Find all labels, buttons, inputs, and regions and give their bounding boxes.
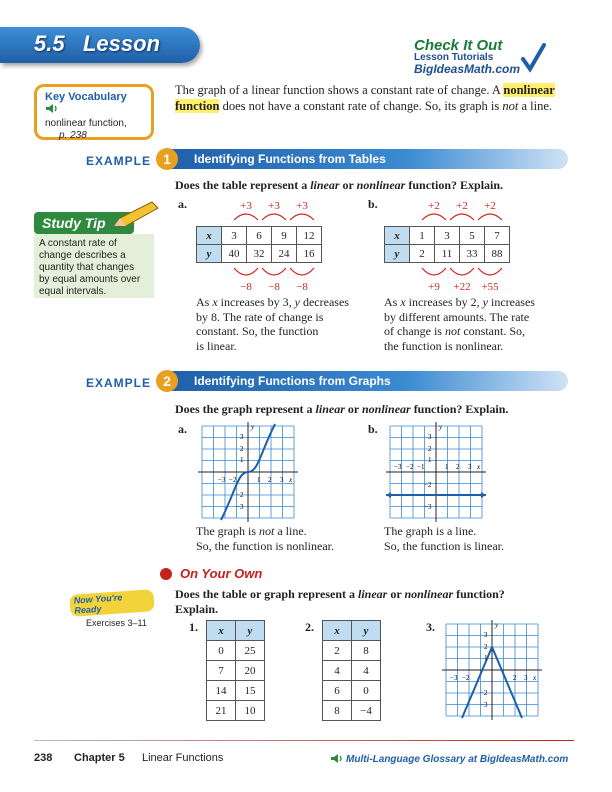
table-cell: 11 xyxy=(435,245,460,263)
vocab-term[interactable]: nonlinear function, xyxy=(45,118,127,129)
axis-label: y xyxy=(439,423,443,431)
exercise1-number: 1. xyxy=(189,620,198,634)
example1-title: Identifying Functions from Tables xyxy=(194,152,386,166)
diff-label: +55 xyxy=(481,281,499,293)
intro-text-3: a line. xyxy=(518,98,553,113)
table-cell: 4 xyxy=(352,661,381,681)
exercise1-table xyxy=(206,620,265,721)
now-youre-ready-exercises: Exercises 3–11 xyxy=(86,618,147,628)
diff-label: +3 xyxy=(268,200,280,212)
table-row xyxy=(323,701,381,721)
table-cell: 2 xyxy=(410,245,435,263)
tick-label: −2 xyxy=(480,689,488,697)
example1-question: Does the table represent a linear or nonlinear function? Explain. xyxy=(175,178,504,192)
tick-label: 1 xyxy=(484,654,488,662)
answer-line: is linear. xyxy=(196,338,237,353)
check-it-out-title: Check It Out xyxy=(414,37,503,54)
diff-label: −8 xyxy=(240,281,252,293)
example1-a-label: a. xyxy=(178,197,187,211)
table-cell: 40 xyxy=(222,245,247,263)
table-row xyxy=(197,245,322,263)
tick-label: 3 xyxy=(428,433,432,441)
now-youre-ready-badge[interactable] xyxy=(70,592,154,626)
table-header: x xyxy=(207,621,236,641)
nonlinear-function-term: nonlinear function xyxy=(175,83,555,113)
tick-label: −3 xyxy=(450,674,458,682)
answer-line: As x increases by 3, y decreases xyxy=(196,295,349,309)
table-cell: 8 xyxy=(352,641,381,661)
tick-label: −3 xyxy=(218,476,226,484)
table-cell: 88 xyxy=(485,245,510,263)
axes xyxy=(386,422,486,522)
table-cell: 6 xyxy=(247,227,272,245)
table-cell: 33 xyxy=(460,245,485,263)
tick-label: −3 xyxy=(236,503,244,511)
tick-label: 3 xyxy=(280,476,284,484)
study-tip-body xyxy=(34,234,154,298)
exercise2-number: 2. xyxy=(305,620,314,634)
axis-label: y xyxy=(251,423,255,431)
tick-label: −3 xyxy=(424,503,432,511)
chapter-title: Linear Functions xyxy=(142,752,224,764)
example1-label: EXAMPLE xyxy=(86,154,152,168)
diff-label: −8 xyxy=(296,281,308,293)
graph-a xyxy=(196,420,300,524)
tick-label: 2 xyxy=(268,476,272,484)
answer-line: by 8. The rate of change is xyxy=(196,309,324,324)
speaker-icon[interactable] xyxy=(45,103,59,114)
table-cell: 4 xyxy=(323,661,352,681)
tick-label: 3 xyxy=(524,674,528,682)
check-it-out-badge[interactable] xyxy=(414,37,546,81)
table-cell: 7 xyxy=(207,661,236,681)
answer-line: of change is not constant. So, xyxy=(384,324,525,338)
example1-b-answer xyxy=(384,295,535,353)
study-tip-line: by equal amounts over xyxy=(39,274,141,285)
axis-label: x xyxy=(533,674,537,682)
table-cell: 8 xyxy=(323,701,352,721)
example2-title: Identifying Functions from Graphs xyxy=(194,374,391,388)
table-cell: 6 xyxy=(323,681,352,701)
tick-label: 1 xyxy=(240,456,244,464)
table-header: y xyxy=(197,245,222,263)
intro-paragraph xyxy=(175,83,565,114)
answer-line: the function is nonlinear. xyxy=(384,338,504,353)
diff-label: +9 xyxy=(428,281,440,293)
example2-b-answer xyxy=(384,524,504,553)
axis-label: y xyxy=(495,621,499,629)
lesson-title: Lesson xyxy=(82,31,160,56)
table-row xyxy=(207,701,265,721)
intro-not: not xyxy=(502,98,519,113)
table-row xyxy=(207,681,265,701)
lesson-heading xyxy=(34,31,160,57)
intro-text-1: The graph of a linear function shows a constant rate of change. A xyxy=(175,83,504,97)
table-cell: 32 xyxy=(247,245,272,263)
tick-label: −2 xyxy=(236,491,244,499)
tick-label: −1 xyxy=(417,463,425,471)
example2-number: 2 xyxy=(156,370,178,392)
speaker-icon xyxy=(330,753,344,764)
table-cell: 15 xyxy=(236,681,265,701)
tick-label: −2 xyxy=(229,476,237,484)
exercise3-graph xyxy=(440,618,544,722)
tick-label: 2 xyxy=(484,643,488,651)
table-row xyxy=(385,227,510,245)
table-row xyxy=(323,681,381,701)
example1-number: 1 xyxy=(156,148,178,170)
tick-label: −2 xyxy=(462,674,470,682)
diff-label: +2 xyxy=(428,200,440,212)
table-cell: 21 xyxy=(207,701,236,721)
table-cell: 9 xyxy=(272,227,297,245)
table-row xyxy=(323,641,381,661)
table-cell: 16 xyxy=(297,245,322,263)
vocab-page: p. 238 xyxy=(59,130,87,141)
diff-label: +2 xyxy=(484,200,496,212)
study-tip-line: quantity that changes xyxy=(39,262,135,273)
question-line: Explain. xyxy=(175,602,219,616)
example2-b-label: b. xyxy=(368,422,378,436)
study-tip-line: equal intervals. xyxy=(39,286,107,297)
table-row xyxy=(207,641,265,661)
tick-label: 2 xyxy=(456,463,460,471)
answer-line: So, the function is linear. xyxy=(384,538,504,553)
example1-b-label: b. xyxy=(368,197,378,211)
graph-b xyxy=(384,420,488,524)
key-vocabulary-box xyxy=(34,84,154,140)
axes xyxy=(442,620,542,720)
table-row xyxy=(197,227,322,245)
chapter-number: Chapter 5 xyxy=(74,752,125,764)
table-cell: 14 xyxy=(207,681,236,701)
table-cell: −4 xyxy=(352,701,381,721)
diff-label: −8 xyxy=(268,281,280,293)
diff-label: +2 xyxy=(456,200,468,212)
tick-label: −3 xyxy=(480,701,488,709)
check-it-out-url: BigIdeasMath.com xyxy=(414,62,521,76)
table-cell: 25 xyxy=(236,641,265,661)
example2-question: Does the graph represent a linear or nonlinear function? Explain. xyxy=(175,402,509,416)
answer-line: As x increases by 2, y increases xyxy=(384,295,535,309)
table-cell: 3 xyxy=(435,227,460,245)
table-cell: 3 xyxy=(222,227,247,245)
lesson-number: 5.5 xyxy=(34,31,65,56)
tick-label: 2 xyxy=(513,674,517,682)
table-row xyxy=(385,245,510,263)
on-your-own-dot xyxy=(160,568,172,580)
tick-label: 2 xyxy=(240,445,244,453)
tick-label: 1 xyxy=(257,476,261,484)
pencil-icon xyxy=(112,200,160,230)
table-header: y xyxy=(236,621,265,641)
exercise3-number: 3. xyxy=(426,620,435,634)
glossary-link[interactable]: Multi-Language Glossary at BigIdeasMath.com xyxy=(346,754,569,765)
study-tip-line: change describes a xyxy=(39,250,126,261)
check-it-out-subtitle: Lesson Tutorials xyxy=(414,52,494,63)
diff-label: +3 xyxy=(240,200,252,212)
tick-label: 3 xyxy=(468,463,472,471)
on-your-own-heading: On Your Own xyxy=(180,566,263,581)
checkmark-icon xyxy=(520,43,546,73)
example2-a-answer xyxy=(196,524,334,553)
table-header: y xyxy=(352,621,381,641)
table-cell: 20 xyxy=(236,661,265,681)
table-row xyxy=(207,661,265,681)
exercise2-table xyxy=(322,620,381,721)
tick-label: 1 xyxy=(428,456,432,464)
example2-a-label: a. xyxy=(178,422,187,436)
answer-line: The graph is a line. xyxy=(384,524,477,538)
vocab-heading: Key Vocabulary xyxy=(45,91,127,103)
table-cell: 0 xyxy=(352,681,381,701)
tick-label: 3 xyxy=(484,631,488,639)
table-cell: 5 xyxy=(460,227,485,245)
example1-a-answer xyxy=(196,295,349,353)
diff-label: +3 xyxy=(296,200,308,212)
on-your-own-question xyxy=(175,587,505,617)
example1-b-table xyxy=(384,226,510,263)
tick-label: 3 xyxy=(240,433,244,441)
answer-line: The graph is not a line. xyxy=(196,524,307,538)
table-cell: 24 xyxy=(272,245,297,263)
axis-label: x xyxy=(477,463,481,471)
table-cell: 2 xyxy=(323,641,352,661)
table-cell: 7 xyxy=(485,227,510,245)
table-cell: 10 xyxy=(236,701,265,721)
table-cell: 12 xyxy=(297,227,322,245)
page-number: 238 xyxy=(34,752,53,764)
table-header: x xyxy=(385,227,410,245)
axis-label: x xyxy=(289,476,293,484)
tick-label: −2 xyxy=(424,481,432,489)
tick-label: −3 xyxy=(394,463,402,471)
study-tip-heading: Study Tip xyxy=(34,212,134,234)
table-cell: 0 xyxy=(207,641,236,661)
table-row xyxy=(207,621,265,641)
tick-label: 2 xyxy=(428,445,432,453)
example2-label: EXAMPLE xyxy=(86,376,152,390)
example1-a-table xyxy=(196,226,322,263)
study-tip-line: A constant rate of xyxy=(39,238,117,249)
table-row xyxy=(323,621,381,641)
tick-label: 1 xyxy=(445,463,449,471)
table-header: x xyxy=(323,621,352,641)
footer-rule xyxy=(34,740,574,741)
tick-label: −2 xyxy=(406,463,414,471)
diff-label: +22 xyxy=(453,281,471,293)
question-line: Does the table or graph represent a linear or nonlinear function? xyxy=(175,587,505,601)
intro-text-2: does not have a constant rate of change. So, its graph is xyxy=(219,98,503,113)
table-header: y xyxy=(385,245,410,263)
answer-line: So, the function is nonlinear. xyxy=(196,538,334,553)
table-header: x xyxy=(197,227,222,245)
table-cell: 1 xyxy=(410,227,435,245)
answer-line: by different amounts. The rate xyxy=(384,309,530,324)
now-youre-ready-title: Now You're Ready xyxy=(69,589,154,617)
answer-line: constant. So, the function xyxy=(196,324,319,338)
table-row xyxy=(323,661,381,681)
